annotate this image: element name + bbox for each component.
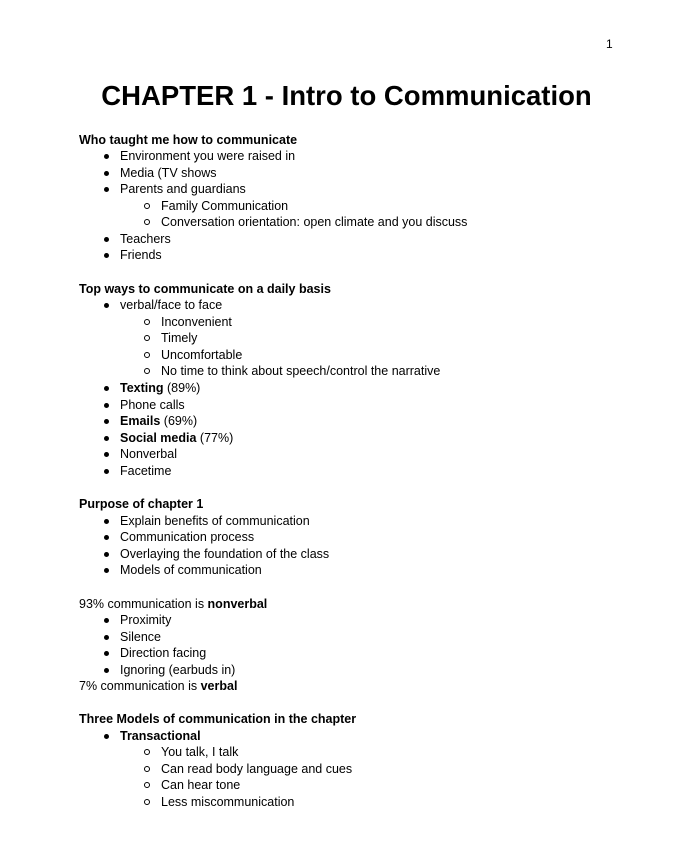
list-item: Environment you were raised in [120, 149, 296, 163]
item-value: (69%) [160, 414, 198, 428]
list-item-transactional: Transactional [120, 729, 201, 743]
sub-list-item: You talk, I talk [161, 745, 239, 759]
page-title: CHAPTER 1 - Intro to Communication [101, 80, 592, 111]
sub-list-item: Timely [161, 331, 198, 345]
list-item: Parents and guardians [120, 182, 246, 196]
list-item-social-media [120, 430, 233, 446]
list-item: Media (TV shows [120, 166, 217, 180]
sub-list-item: Family Communication [161, 199, 289, 213]
sub-list-item: Uncomfortable [161, 348, 243, 362]
list-item: verbal/face to face [120, 298, 223, 312]
item-label: Social media [120, 431, 197, 445]
list-item: Silence [120, 630, 161, 644]
list-item: Facetime [120, 464, 172, 478]
stat-keyword: verbal [200, 679, 238, 693]
nonverbal-statement [79, 596, 267, 612]
item-label: Emails [120, 414, 161, 428]
item-value: (89%) [163, 381, 201, 395]
list-item: Direction facing [120, 646, 207, 660]
stat-text: communication is [104, 597, 208, 611]
section-heading-models: Three Models of communication in the chapter [79, 712, 357, 726]
item-label: Texting [120, 381, 164, 395]
section-heading-who-taught: Who taught me how to communicate [79, 133, 298, 147]
stat-keyword: nonverbal [207, 597, 268, 611]
item-value: (77%) [196, 431, 234, 445]
list-item: Explain benefits of communication [120, 514, 310, 528]
list-item: Overlaying the foundation of the class [120, 547, 330, 561]
list-item-texting [120, 380, 200, 396]
list-item: Teachers [120, 232, 171, 246]
sub-list-item: Less miscommunication [161, 795, 295, 809]
sub-list-item: No time to think about speech/control the narrative [161, 364, 441, 378]
section-heading-purpose: Purpose of chapter 1 [79, 497, 204, 511]
list-item: Communication process [120, 530, 255, 544]
list-item: Phone calls [120, 398, 185, 412]
list-item: Proximity [120, 613, 172, 627]
list-item: Friends [120, 248, 162, 262]
verbal-statement [79, 678, 237, 694]
sub-list-item: Inconvenient [161, 315, 232, 329]
page-number: 1 [606, 37, 613, 51]
section-heading-top-ways: Top ways to communicate on a daily basis [79, 282, 331, 296]
sub-list-item: Conversation orientation: open climate and you discuss [161, 215, 468, 229]
list-item: Nonverbal [120, 447, 177, 461]
stat-percent: 7% [79, 679, 98, 693]
stat-percent: 93% [79, 597, 105, 611]
stat-text: communication is [97, 679, 201, 693]
list-item: Models of communication [120, 563, 262, 577]
sub-list-item: Can hear tone [161, 778, 241, 792]
list-item: Ignoring (earbuds in) [120, 663, 236, 677]
sub-list-item: Can read body language and cues [161, 762, 353, 776]
list-item-emails [120, 413, 197, 429]
